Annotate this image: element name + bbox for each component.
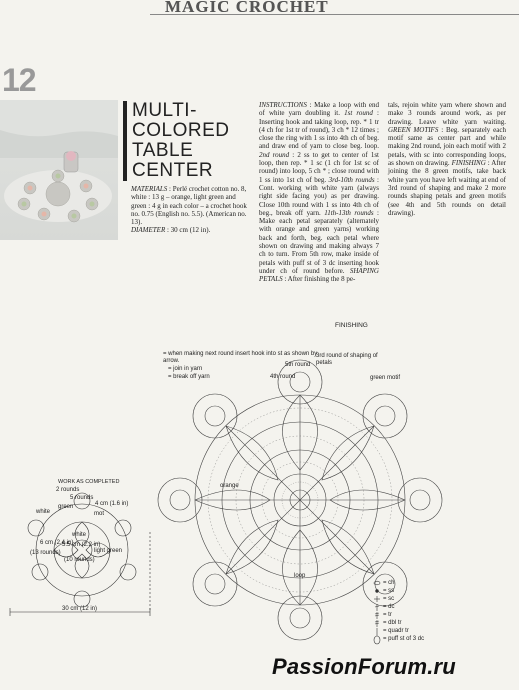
instructions-column-1: INSTRUCTIONS : Make a loop with end of white yarn doubling it. 1st round : Inserting hook and taking loop, rep. * 1 tr (4 ch for 1st tr of round), 3 ch * 12 times ; close the ring with 1 ss into 4th ch of beg. and draw end of yarn to close beg. loop. 2nd round : 2 ss to get to center of 1st loop, then rep. * 1 sc (1 ch for 1st sc of round) into loop, 5 ch * ; close round with 1 ss into 1st ch of beg. 3rd-10th rounds : Cont. working with white yarn (always right side facing you) as per drawing. Close 10th round with 1 ss into 4th ch of beg., break off yarn. 11th-13th rounds : Make each petal separately (alternately with orange and green yarns) working back and forth, beg. each petal where shown on drawing and making always 7 ch to turn. From 5th row, make inside of petals with puff st of 3 dc inserting hook under ch of round before. SHAPING PETALS : After finishing the 8 pe- [259, 101, 380, 284]
instructions-column-2: tals, rejoin white yarn where shown and make 3 rounds around work, as per drawing. Leave white yarn waiting. GREEN MOTIFS : Beg. separately each motif same as center part and while making 2nd round, join each motif with 2 petals, with sc into corresponding loops, as shown on drawing. FINISHING : After joining the 8 green motifs, take back white yarn you have left waiting at end of 3rd round of shaping and make 2 more rounds shaping petals and green motifs (see 4th and 5th rounds on detail drawing). [388, 101, 506, 217]
label-5-rounds: 5 rounds [70, 495, 94, 501]
label-mot: mot [94, 511, 105, 517]
crochet-diagram [0, 320, 519, 650]
page-number: 12 [2, 62, 36, 98]
watermark: PassionForum.ru [272, 654, 456, 679]
label-2-rounds: 2 rounds [56, 487, 80, 493]
label-10-rounds: (10 rounds) [64, 557, 95, 563]
table-center-photo-drawing [0, 100, 118, 240]
legend-quadr-tr: = quadr tr [383, 628, 409, 634]
label-30cm: 30 cm (12 in) [62, 606, 98, 612]
label-light-green: light green [94, 548, 123, 554]
legend-arrow: = when making next round insert hook into st as shown by arrow. [163, 351, 318, 364]
label-6cm: 6 cm (2.4 in) [40, 540, 74, 546]
label-orange: orange [220, 483, 239, 489]
legend-puff: = puff st of 3 dc [383, 636, 425, 642]
legend-tr: = tr [383, 612, 392, 618]
label-4cm: 4 cm (1.6 in) [95, 501, 129, 507]
materials-text: : Perlé crochet cotton no. 8, white : 13 g – orange, light green and green : 4 g in each color – a crochet hook no. 0.75 (English no. 5.5). (American no. 13). [131, 185, 247, 227]
label-white-b: white [72, 532, 87, 538]
legend-dc: = dc [383, 604, 395, 610]
diameter-text: : 30 cm (12 in). [165, 226, 211, 235]
legend-ss: = ss [383, 588, 395, 594]
label-work-as-completed: WORK AS COMPLETED [58, 479, 120, 485]
table-center-photo [0, 100, 118, 240]
legend-sc: = sc [383, 596, 395, 602]
label-3rd-round-shaping: 3rd round of shaping of petals [316, 353, 378, 366]
materials-label: MATERIALS [131, 185, 168, 193]
label-5-5cm: 5.5 cm (2.2 in) [62, 542, 101, 548]
label-green: green [58, 504, 74, 510]
label-4th-round: 4th round [270, 374, 296, 380]
title-line-2: COLORED [132, 120, 230, 141]
legend-dbl-tr: = dbl tr [383, 620, 402, 626]
title-line-3: TABLE [132, 140, 194, 161]
legend-break-off: = break off yarn [168, 374, 210, 380]
label-loop: loop [294, 573, 306, 579]
title-line-1: MULTI- [132, 100, 197, 121]
materials-block [131, 185, 249, 235]
magazine-title: MAGIC CROCHET [165, 0, 329, 16]
label-finishing: FINISHING [335, 322, 368, 329]
label-green-motif: green motif [370, 375, 401, 381]
title-rule [123, 101, 127, 181]
title-line-4: CENTER [132, 160, 214, 181]
label-white-a: white [36, 509, 51, 515]
legend-ch: = ch [383, 580, 395, 586]
label-13-rounds: (13 rounds) [30, 550, 61, 556]
legend-join-in: = join in yarn [168, 366, 203, 372]
crochet-diagram-drawing [0, 320, 519, 650]
pattern-title [132, 101, 229, 181]
diameter-label: DIAMETER [131, 226, 166, 235]
label-5th-round: 5th round [285, 362, 311, 368]
